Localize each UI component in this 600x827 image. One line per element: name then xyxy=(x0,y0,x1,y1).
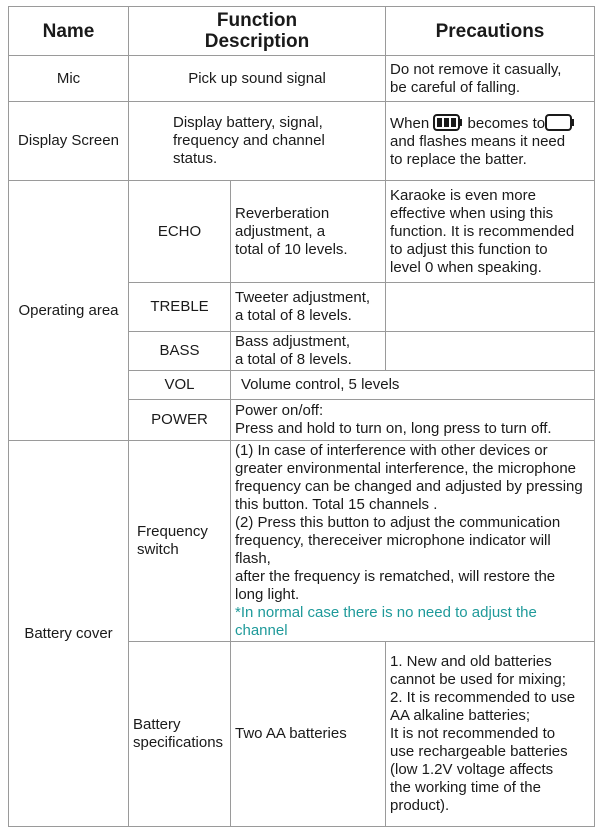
header-row xyxy=(9,7,595,56)
mic-name: Mic xyxy=(9,56,129,102)
display-function: Display battery, signal, frequency and channel status. xyxy=(129,102,386,181)
frequency-label: Frequency switch xyxy=(129,441,231,642)
bass-label: BASS xyxy=(129,332,231,371)
vol-function: Volume control, 5 levels xyxy=(231,371,595,400)
bass-precautions xyxy=(386,332,595,371)
battery-precautions: 1. New and old batteries cannot be used for mixing; 2. It is recommended to use AA alkaline batteries; It is not recommended to use rechargeable batteries (low 1.2V voltage affects the working time of the product). xyxy=(386,642,595,827)
display-precautions: When becomes to and flashes means it need to replace the batter. xyxy=(386,102,595,181)
operating-name: Operating area xyxy=(9,181,129,441)
row-echo xyxy=(9,181,595,283)
frequency-description: (1) In case of interference with other devices or greater environmental interference, the microphone frequency can be changed and adjusted by pressing this button. Total 15 channels . (2) Press this button to adjust the communication frequency, thereceiver microphone indicator will flash, after the frequency is rematched, will restore the long light. *In normal case there is no need to adjust the channel xyxy=(231,441,595,642)
row-mic xyxy=(9,56,595,102)
power-label: POWER xyxy=(129,400,231,441)
battery-label: Battery specifications xyxy=(129,642,231,827)
header-name: Name xyxy=(9,7,129,56)
echo-label: ECHO xyxy=(129,181,231,283)
battery-empty-icon xyxy=(545,114,575,131)
header-precautions: Precautions xyxy=(386,7,595,56)
treble-precautions xyxy=(386,283,595,332)
mic-precautions: Do not remove it casually, be careful of falling. xyxy=(386,56,595,102)
row-display xyxy=(9,102,595,181)
battery-full-icon xyxy=(433,114,463,131)
row-frequency xyxy=(9,441,595,642)
bass-function: Bass adjustment, a total of 8 levels. xyxy=(231,332,386,371)
echo-precautions: Karaoke is even more effective when using this function. It is recommended to adjust this function to level 0 when speaking. xyxy=(386,181,595,283)
vol-label: VOL xyxy=(129,371,231,400)
header-function: Function Description xyxy=(129,7,386,56)
treble-function: Tweeter adjustment, a total of 8 levels. xyxy=(231,283,386,332)
spec-table xyxy=(8,6,595,827)
power-function: Power on/off: Press and hold to turn on, long press to turn off. xyxy=(231,400,595,441)
battery-cover-name: Battery cover xyxy=(9,441,129,827)
mic-function: Pick up sound signal xyxy=(129,56,386,102)
display-name: Display Screen xyxy=(9,102,129,181)
echo-function: Reverberation adjustment, a total of 10 levels. xyxy=(231,181,386,283)
frequency-note: *In normal case there is no need to adjust the channel xyxy=(235,604,537,639)
treble-label: TREBLE xyxy=(129,283,231,332)
battery-function: Two AA batteries xyxy=(231,642,386,827)
